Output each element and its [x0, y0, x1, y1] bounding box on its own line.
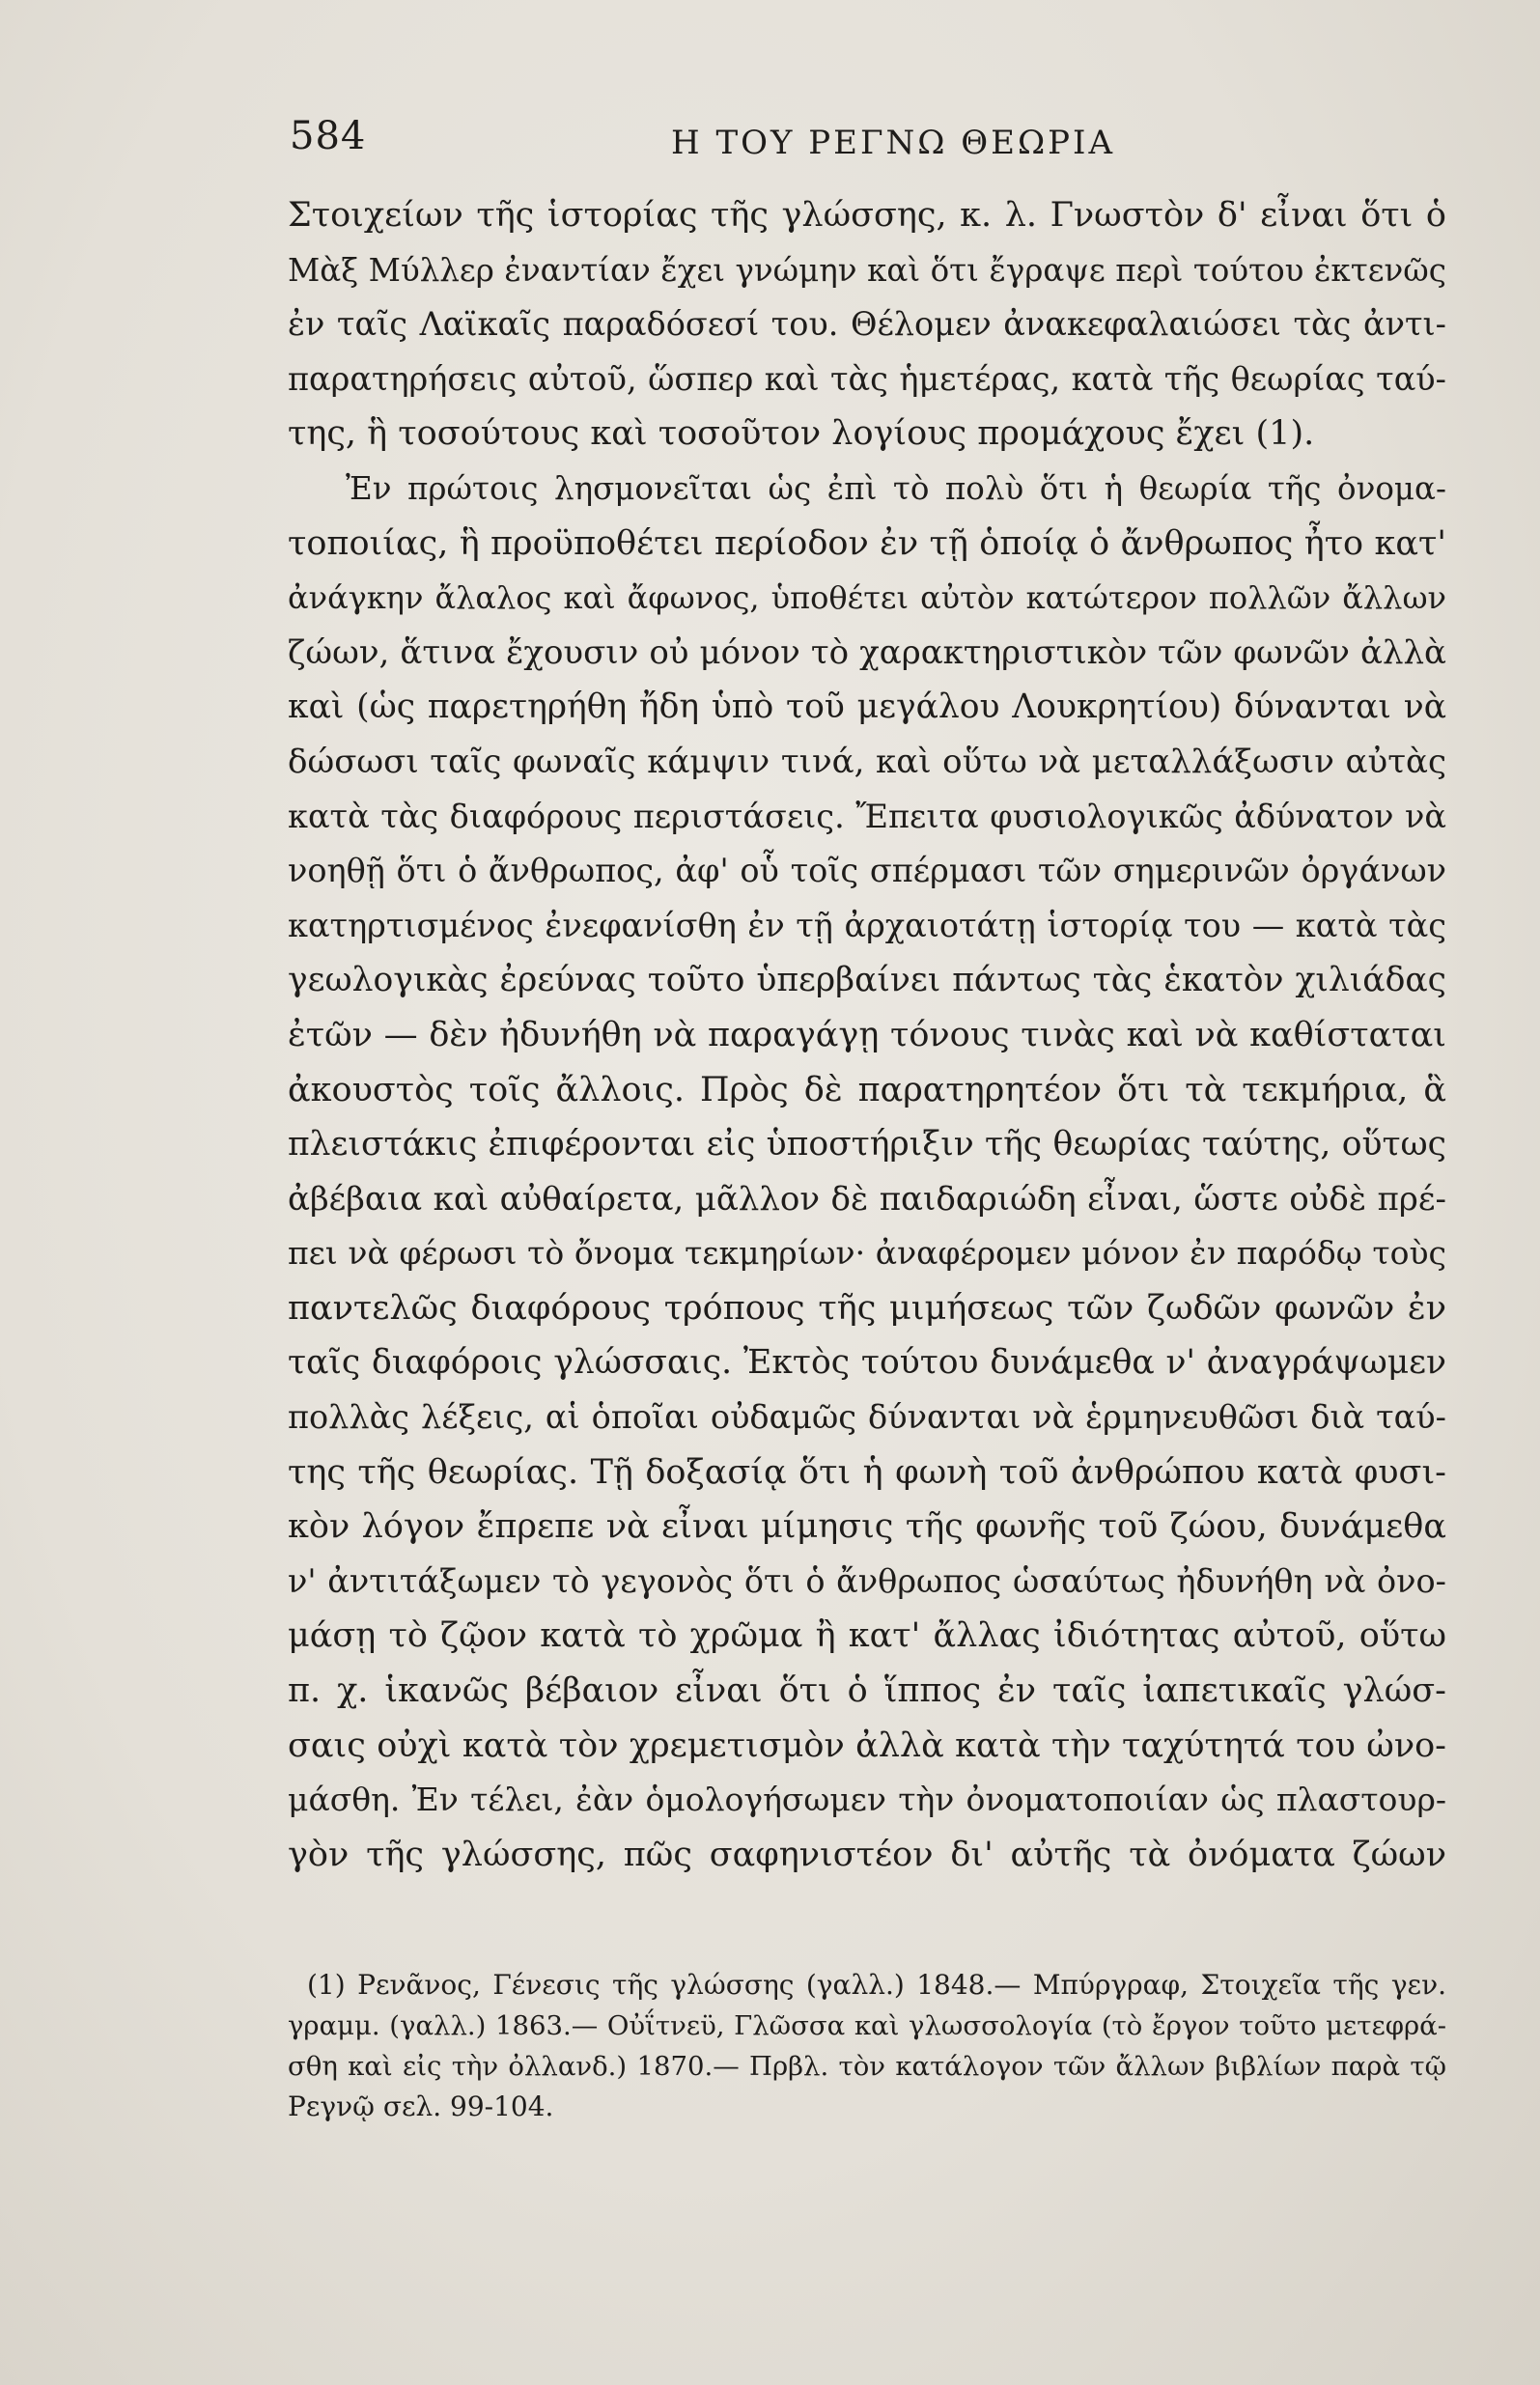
body-line: δώσωσι ταῖς φωναῖς κάμψιν τινά, καὶ οὕτω νὰ μεταλλάξωσιν αὐτὰς — [288, 742, 1446, 781]
body-line: κατὰ τὰς διαφόρους περιστάσεις. Ἔπειτα φυσιολογικῶς ἀδύνατον νὰ — [288, 797, 1446, 835]
body-line: της τῆς θεωρίας. Τῇ δοξασίᾳ ὅτι ἡ φωνὴ τοῦ ἀνθρώπου κατὰ φυσι- — [288, 1452, 1446, 1492]
body-line: της, ἣ τοσούτους καὶ τοσοῦτον λογίους προμάχους ἔχει (1). — [288, 414, 1315, 454]
body-line: ἀνάγκην ἄλαλος καὶ ἄφωνος, ὑποθέτει αὐτὸν κατώτερον πολλῶν ἄλλων — [288, 579, 1446, 617]
body-line: ἐτῶν — δὲν ἠδυνήθη νὰ παραγάγῃ τόνους τινὰς καὶ νὰ καθίσταται — [288, 1015, 1446, 1054]
body-line: καὶ (ὡς παρετηρήθη ἤδη ὑπὸ τοῦ μεγάλου Λουκρητίου) δύνανται νὰ — [288, 687, 1446, 727]
running-title: Η ΤΟΥ ΡΕΓΝΩ ΘΕΩΡΙΑ — [671, 124, 1116, 162]
footnote-line: γραμμ. (γαλλ.) 1863.— Οὐΐτνεϋ, Γλῶσσα καὶ γλωσσολογία (τὸ ἔργον τοῦτο μετεφρά- — [288, 2010, 1446, 2041]
body-line: Ἐν πρώτοις λησμονεῖται ὡς ἐπὶ τὸ πολὺ ὅτι ἡ θεωρία τῆς ὀνομα- — [346, 469, 1446, 507]
body-line: παντελῶς διαφόρους τρόπους τῆς μιμήσεως τῶν ζωδῶν φωνῶν ἐν — [288, 1288, 1446, 1328]
body-text — [288, 188, 1446, 1882]
page-number: 584 — [290, 114, 367, 158]
body-line: παρατηρήσεις αὐτοῦ, ὥσπερ καὶ τὰς ἡμετέρας, κατὰ τῆς θεωρίας ταύ- — [288, 359, 1446, 398]
footnotes — [288, 1965, 1446, 2127]
body-line: νοηθῇ ὅτι ὁ ἄνθρωπος, ἀφ' οὗ τοῖς σπέρμασι τῶν σημερινῶν ὀργάνων — [288, 852, 1446, 890]
body-line: ν' ἀντιτάξωμεν τὸ γεγονὸς ὅτι ὁ ἄνθρωπος ὡσαύτως ἠδυνήθη νὰ ὀνο- — [288, 1561, 1446, 1600]
body-line: π. χ. ἱκανῶς βέβαιον εἶναι ὅτι ὁ ἵππος ἐν ταῖς ἰαπετικαῖς γλώσ- — [288, 1671, 1446, 1711]
body-line: ἐν ταῖς Λαϊκαῖς παραδόσεσί του. Θέλομεν ἀνακεφαλαιώσει τὰς ἀντι- — [288, 305, 1446, 344]
footnote-line: (1) Ρενᾶνος, Γένεσις τῆς γλώσσης (γαλλ.) 1848.— Μπύργραφ, Στοιχεῖα τῆς γεν. — [307, 1969, 1446, 2001]
body-line: ζώων, ἅτινα ἔχουσιν οὐ μόνον τὸ χαρακτηριστικὸν τῶν φωνῶν ἀλλὰ — [288, 632, 1446, 672]
body-line: ἀβέβαια καὶ αὐθαίρετα, μᾶλλον δὲ παιδαριώδη εἶναι, ὥστε οὐδὲ πρέ- — [288, 1179, 1446, 1219]
body-line: ταῖς διαφόροις γλώσσαις. Ἐκτὸς τούτου δυνάμεθα ν' ἀναγράψωμεν — [288, 1343, 1446, 1383]
body-line: πει νὰ φέρωσι τὸ ὄνομα τεκμηρίων· ἀναφέρομεν μόνον ἐν παρόδῳ τοὺς — [288, 1234, 1446, 1273]
body-line: τοποιίας, ἣ προϋποθέτει περίοδον ἐν τῇ ὁποίᾳ ὁ ἄνθρωπος ἦτο κατ' — [288, 523, 1446, 563]
body-line: κὸν λόγον ἔπρεπε νὰ εἶναι μίμησις τῆς φωνῆς τοῦ ζώου, δυνάμεθα — [288, 1507, 1446, 1547]
body-line: ἀκουστὸς τοῖς ἄλλοις. Πρὸς δὲ παρατηρητέον ὅτι τὰ τεκμήρια, ἃ — [288, 1070, 1446, 1109]
body-line: πολλὰς λέξεις, αἱ ὁποῖαι οὐδαμῶς δύνανται νὰ ἑρμηνευθῶσι διὰ ταύ- — [288, 1398, 1446, 1437]
body-line: γεωλογικὰς ἐρεύνας τοῦτο ὑπερβαίνει πάντως τὰς ἑκατὸν χιλιάδας — [288, 961, 1446, 1000]
body-line: πλειστάκις ἐπιφέρονται εἰς ὑποστήριξιν τῆς θεωρίας ταύτης, οὕτως — [288, 1125, 1446, 1164]
body-line: μάσῃ τὸ ζῷον κατὰ τὸ χρῶμα ἢ κατ' ἄλλας ἰδιότητας αὐτοῦ, οὕτω — [288, 1616, 1446, 1656]
footnote-line: σθη καὶ εἰς τὴν ὀλλανδ.) 1870.— Πρβλ. τὸν κατάλογον τῶν ἄλλων βιβλίων παρὰ τῷ — [288, 2051, 1446, 2082]
body-line: μάσθη. Ἐν τέλει, ἐὰν ὁμολογήσωμεν τὴν ὀνοματοποιίαν ὡς πλαστουρ- — [288, 1781, 1446, 1819]
body-line: γὸν τῆς γλώσσης, πῶς σαφηνιστέον δι' αὐτῆς τὰ ὀνόματα ζώων — [288, 1835, 1446, 1874]
body-line: σαις οὐχὶ κατὰ τὸν χρεμετισμὸν ἀλλὰ κατὰ τὴν ταχύτητά του ὠνο- — [288, 1726, 1446, 1765]
body-line: Μὰξ Μύλλερ ἐναντίαν ἔχει γνώμην καὶ ὅτι ἔγραψε περὶ τούτου ἐκτενῶς — [288, 251, 1446, 289]
body-line: Στοιχείων τῆς ἱστορίας τῆς γλώσσης, κ. λ. Γνωστὸν δ' εἶναι ὅτι ὁ — [288, 196, 1446, 235]
body-line: κατηρτισμένος ἐνεφανίσθη ἐν τῇ ἀρχαιοτάτῃ ἱστορίᾳ του — κατὰ τὰς — [288, 906, 1446, 944]
page-header — [290, 106, 1448, 174]
footnote-line: Ρεγνῷ σελ. 99-104. — [288, 2090, 554, 2122]
